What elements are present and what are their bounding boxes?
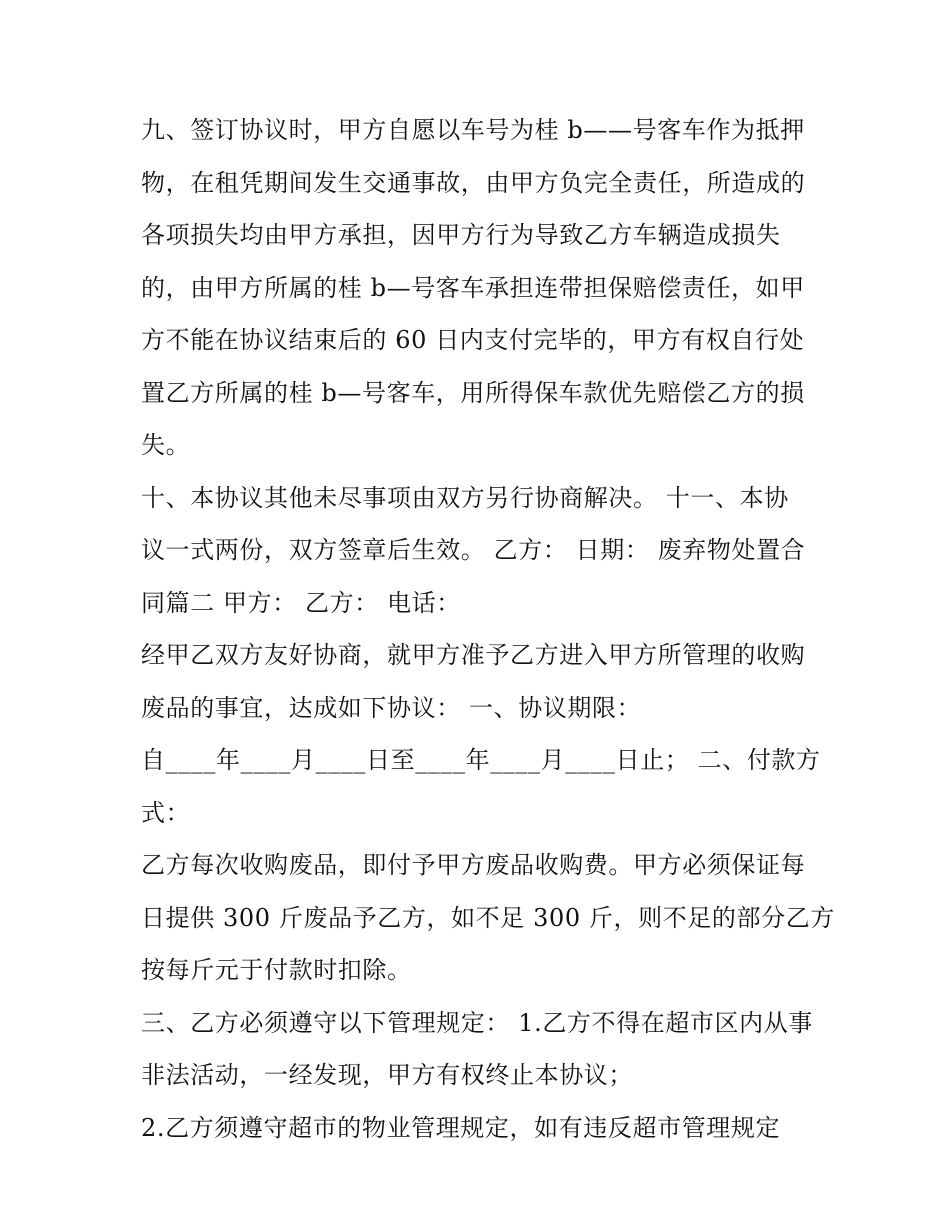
text-line: 非法活动，一经发现，甲方有权终止本协议； bbox=[141, 1061, 633, 1089]
text-line: 的，由甲方所属的桂 b—号客车承担连带担保赔偿责任，如甲 bbox=[141, 273, 805, 302]
text-line: 三、乙方必须遵守以下管理规定： 1.乙方不得在超市区内从事 bbox=[141, 1008, 813, 1037]
text-line: 按每斤元于付款时扣除。 bbox=[141, 956, 412, 984]
document-body bbox=[141, 104, 835, 1154]
text-line: 2.乙方须遵守超市的物业管理规定，如有违反超市管理规定 bbox=[141, 1113, 781, 1142]
text-line: 议一式两份，双方签章后生效。 乙方： 日期： 废弃物处置合 bbox=[141, 536, 806, 564]
text-line: 废品的事宜，达成如下协议： 一、协议期限： bbox=[141, 693, 642, 722]
text-line: 乙方每次收购废品，即付予甲方废品收购费。甲方必须保证每 bbox=[141, 851, 806, 879]
text-line: 各项损失均由甲方承担，因甲方行为导致乙方车辆造成损失 bbox=[141, 221, 781, 249]
text-line: 置乙方所属的桂 b—号客车，用所得保车款优先赔偿乙方的损 bbox=[141, 378, 805, 407]
text-line: 日提供 300 斤废品予乙方，如不足 300 斤，则不足的部分乙方 bbox=[141, 903, 835, 932]
text-line: 经甲乙双方友好协商，就甲方准予乙方进入甲方所管理的收购 bbox=[141, 641, 806, 669]
text-line: 方不能在协议结束后的 60 日内支付完毕的，甲方有权自行处 bbox=[141, 326, 805, 354]
text-line: 九、签订协议时，甲方自愿以车号为桂 b——号客车作为抵押 bbox=[141, 116, 805, 144]
text-line: 物，在租凭期间发生交通事故，由甲方负完全责任，所造成的 bbox=[141, 168, 806, 197]
text-line: 自____年____月____日至____年____月____日止； 二、付款方 bbox=[141, 746, 821, 774]
text-line: 式： bbox=[141, 798, 191, 827]
text-line: 十、本协议其他未尽事项由双方另行协商解决。 十一、本协 bbox=[141, 483, 789, 512]
text-line: 失。 bbox=[141, 431, 191, 459]
text-line: 同篇二 甲方： 乙方： 电话： bbox=[141, 588, 461, 617]
